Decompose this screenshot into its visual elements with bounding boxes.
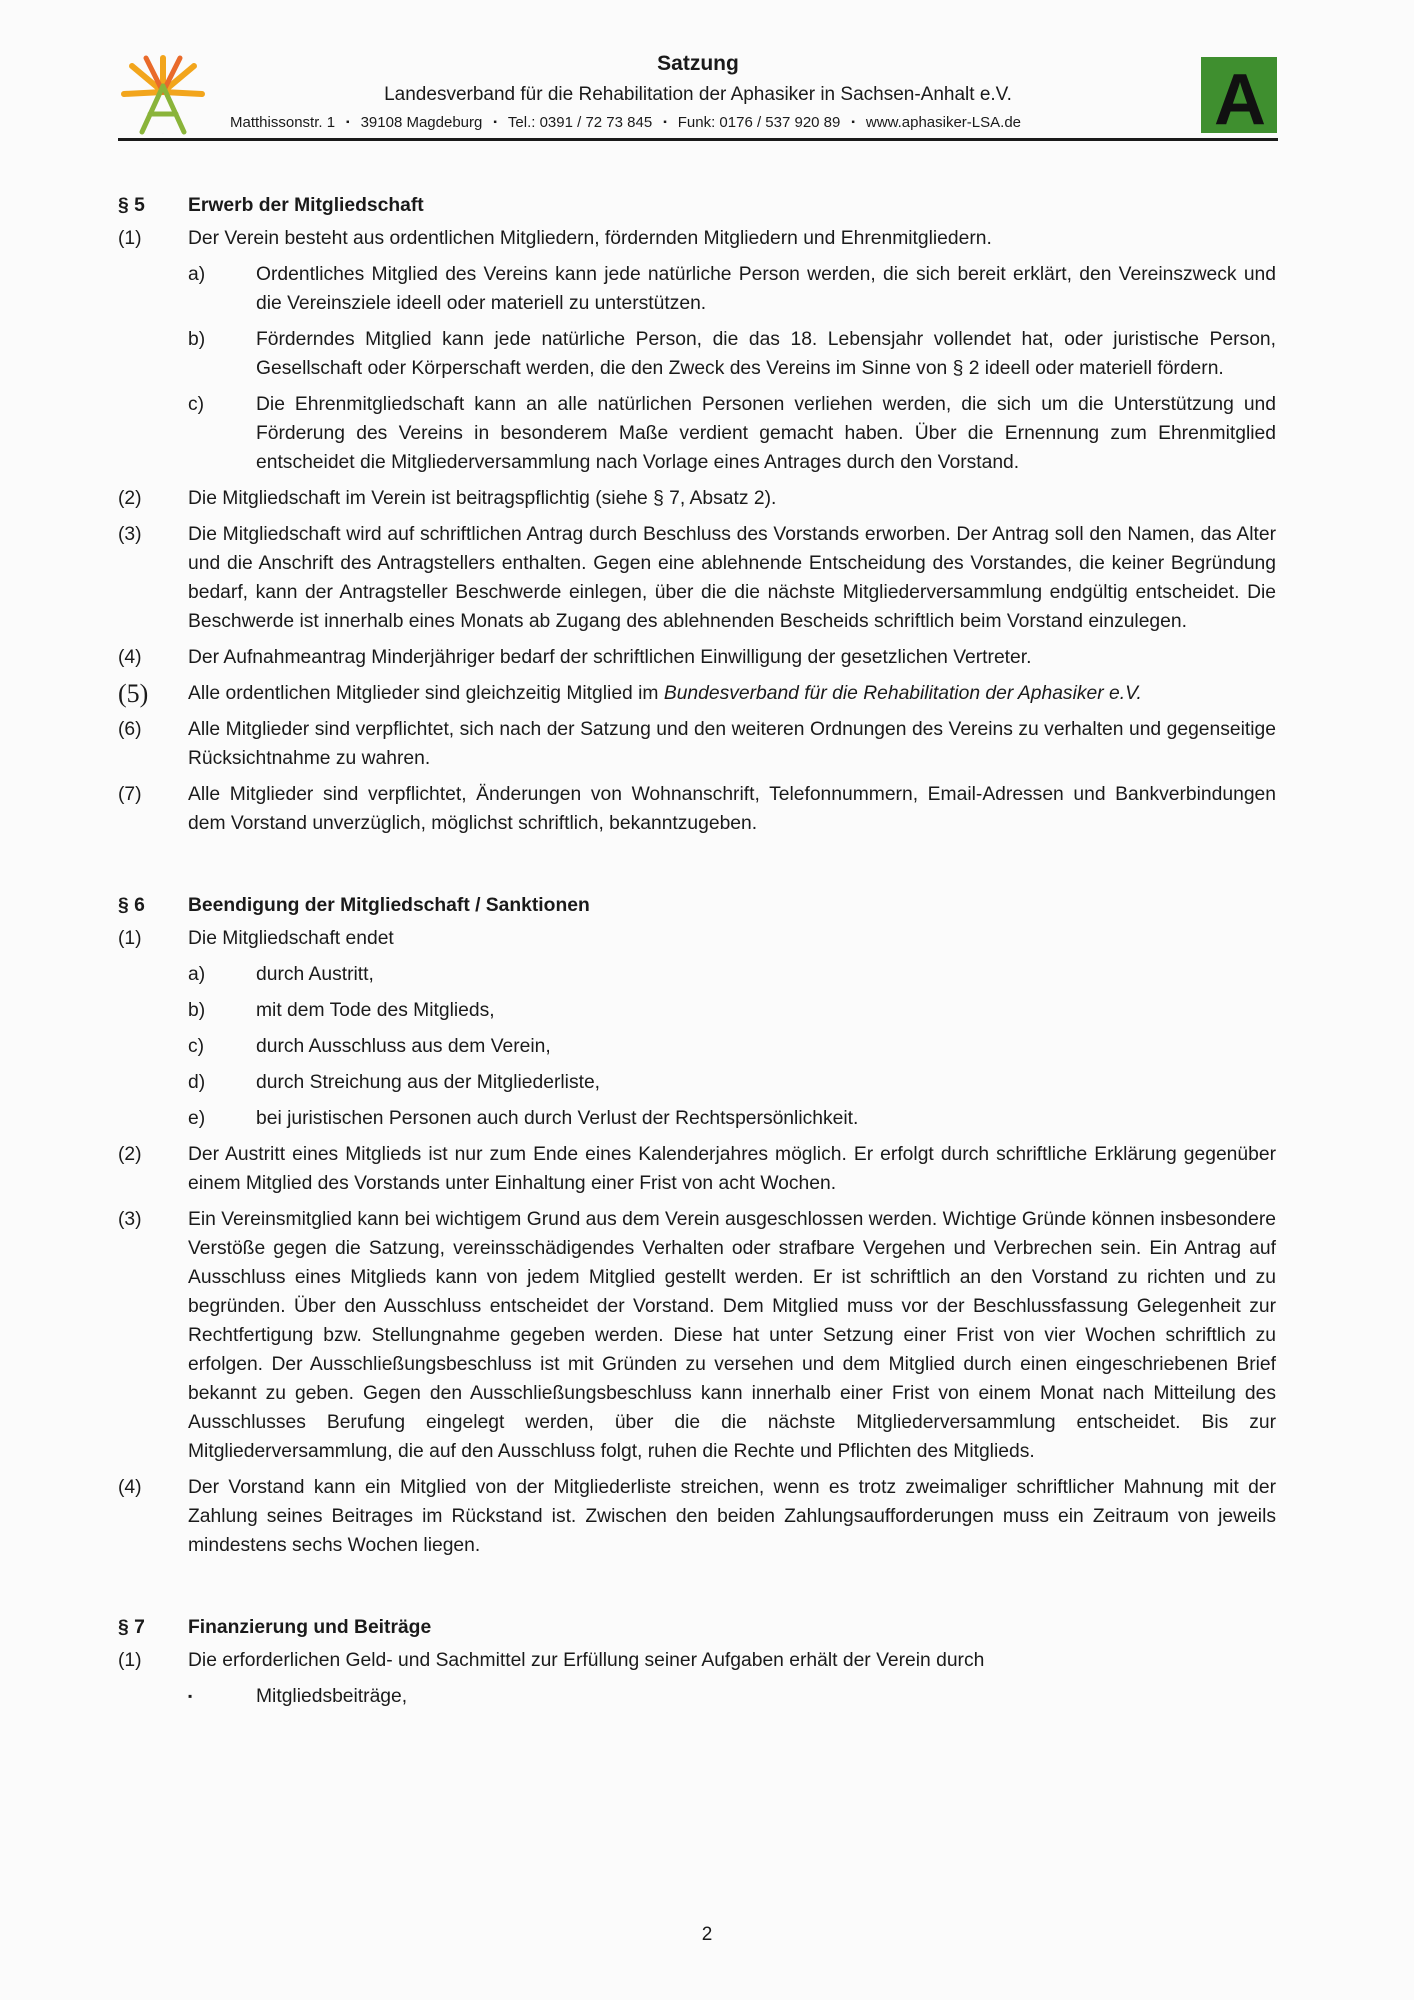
section-title: Erwerb der Mitgliedschaft (188, 195, 424, 216)
document-header (118, 52, 1278, 142)
section-spacer (118, 846, 1276, 888)
paragraph (118, 643, 1276, 672)
paragraph-number: (3) (118, 1209, 142, 1230)
paragraph (118, 924, 1276, 953)
item-label: c) (188, 394, 205, 415)
paragraph-number: (4) (118, 1477, 142, 1498)
sub-item (188, 1032, 1276, 1061)
sub-item (188, 260, 1276, 318)
paragraph (118, 1205, 1276, 1466)
contact-line (230, 114, 1021, 131)
paragraph-text: Die Mitgliedschaft im Verein ist beitragspflichtig (siehe § 7, Absatz 2). (188, 488, 777, 509)
document-body (118, 188, 1276, 1719)
city-address: 39108 Magdeburg (360, 114, 483, 131)
paragraph (118, 679, 1276, 708)
section-heading (118, 188, 1276, 224)
paragraph-text: Der Aufnahmeantrag Minderjähriger bedarf der schriftlichen Einwilligung der gesetzlichen Vertreter. (188, 647, 1032, 668)
sub-item (188, 1104, 1276, 1133)
section-spacer (118, 1568, 1276, 1610)
header-divider (118, 138, 1278, 141)
page-number: 2 (701, 1924, 713, 1945)
item-text: durch Ausschluss aus dem Verein, (256, 1036, 551, 1057)
section-7 (118, 1610, 1276, 1711)
paragraph-text: Ein Vereinsmitglied kann bei wichtigem Grund aus dem Verein ausgeschlossen werden. Wichtige Gründe können insbesondere Verstöße gegen die Satzung, vereinsschädigendes Verhalten oder strafbare Vergehen und Verbrechen sein. Ein Antrag auf Ausschluss eines Mitglieds kann von jedem Mitglied gestellt werden. Er ist schriftlich an den Vorstand zu richten und zu begründen. Über den Ausschluss entscheidet der Vorstand. Dem Mitglied muss vor der Beschlussfassung Gelegenheit zur Rechtfertigung bzw. Stellungnahme gegeben werden. Diese hat unter Setzung einer Frist von vier Wochen schriftlich zu erfolgen. Der Ausschließungsbeschluss ist mit Gründen zu versehen und dem Mitglied durch einen eingeschriebenen Brief bekannt zu geben. Gegen den Ausschließungsbeschluss kann innerhalb einer Frist von einem Monat nach Mitteilung des Ausschlusses Berufung eingelegt werden, über die die nächste Mitgliederversammlung entscheidet. Bis zur Mitgliederversammlung, die auf den Ausschluss folgt, ruhen die Rechte und Pflichten des Mitglieds. (188, 1209, 1276, 1462)
paragraph-number: (1) (118, 228, 142, 249)
section-title: Finanzierung und Beiträge (188, 1617, 432, 1638)
text-run: Alle ordentlichen Mitglieder sind gleichzeitig Mitglied im (188, 683, 664, 704)
item-text: Ordentliches Mitglied des Vereins kann jede natürliche Person werden, die sich bereit erklärt, den Vereinszweck und die Vereinsziele ideell oder materiell zu unterstützen. (256, 264, 1276, 314)
item-text: mit dem Tode des Mitglieds, (256, 1000, 495, 1021)
item-text: Die Ehrenmitgliedschaft kann an alle natürlichen Personen verliehen werden, die sich um die Unterstützung und Förderung des Vereins in besonderem Maße verdient gemacht haben. Über die Ernennung zum Ehrenmitglied entscheidet die Mitgliederversammlung nach Vorlage eines Antrages durch den Vorstand. (256, 394, 1276, 473)
paragraph (118, 1646, 1276, 1675)
paragraph (118, 484, 1276, 513)
section-heading (118, 888, 1276, 924)
paragraph (118, 780, 1276, 838)
separator-icon: ▪ (663, 117, 667, 128)
paragraph (118, 1473, 1276, 1560)
item-label: b) (188, 1000, 206, 1021)
section-6 (118, 888, 1276, 1560)
section-number: § 7 (118, 1617, 145, 1638)
paragraph-text: Die erforderlichen Geld- und Sachmittel zur Erfüllung seiner Aufgaben erhält der Verein durch (188, 1650, 985, 1671)
paragraph-number: (4) (118, 647, 142, 668)
separator-icon: ▪ (346, 117, 350, 128)
item-text: Förderndes Mitglied kann jede natürliche Person, die das 18. Lebensjahr vollendet hat, oder juristische Person, Gesellschaft oder Körperschaft werden, die den Zweck des Vereins im Sinne von § 2 ideell oder materiell fördern. (256, 329, 1276, 379)
item-text: Mitgliedsbeiträge, (256, 1686, 408, 1707)
paragraph-text: Der Vorstand kann ein Mitglied von der Mitgliederliste streichen, wenn es trotz zweimaliger schriftlicher Mahnung mit der Zahlung seines Beitrages im Rückstand ist. Zwischen den beiden Zahlungsaufforderungen muss ein Zeitraum von jeweils mindestens sechs Wochen liegen. (188, 1477, 1276, 1556)
paragraph-number: (5) (118, 679, 149, 708)
paragraph (118, 715, 1276, 773)
paragraph-text: Der Verein besteht aus ordentlichen Mitgliedern, fördernden Mitgliedern und Ehrenmitgliedern. (188, 228, 992, 249)
item-text: durch Austritt, (256, 964, 374, 985)
section-number: § 6 (118, 895, 145, 916)
item-label: e) (188, 1108, 206, 1129)
paragraph-text: Die Mitgliedschaft wird auf schriftlichen Antrag durch Beschluss des Vorstands erworben. Der Antrag soll den Namen, das Alter und die Anschrift des Antragstellers enthalten. Gegen eine ablehnende Entscheidung des Vorstandes, die keiner Begründung bedarf, kann der Antragsteller Beschwerde einlegen, über die die nächste Mitgliederversammlung endgültig entscheidet. Die Beschwerde ist innerhalb eines Monats ab Zugang des ablehnenden Bescheids schriftlich beim Vorstand einzulegen. (188, 524, 1276, 632)
paragraph-number: (7) (118, 784, 142, 805)
item-label: d) (188, 1072, 206, 1093)
green-a-logo-icon (1200, 56, 1278, 134)
paragraph (118, 224, 1276, 253)
item-text: bei juristischen Personen auch durch Verlust der Rechtspersönlichkeit. (256, 1108, 859, 1129)
sub-item (188, 960, 1276, 989)
paragraph-text: Alle Mitglieder sind verpflichtet, sich nach der Satzung und den weiteren Ordnungen des Vereins zu verhalten und gegenseitige Rücksichtnahme zu wahren. (188, 719, 1276, 769)
paragraph-text (188, 679, 1276, 708)
item-label: c) (188, 1036, 205, 1057)
bullet-item (188, 1682, 1276, 1711)
sub-item (188, 996, 1276, 1025)
item-label: a) (188, 964, 206, 985)
paragraph-number: (1) (118, 1650, 142, 1671)
street-address: Matthissonstr. 1 (230, 114, 336, 131)
sub-item (188, 1068, 1276, 1097)
sub-item (188, 325, 1276, 383)
item-label: a) (188, 264, 206, 285)
paragraph (118, 1140, 1276, 1198)
item-label: b) (188, 329, 206, 350)
paragraph-number: (2) (118, 1144, 142, 1165)
document-title: Satzung (657, 52, 739, 75)
svg-text:A: A (162, 134, 164, 135)
section-5 (118, 188, 1276, 838)
section-heading (118, 1610, 1276, 1646)
section-title: Beendigung der Mitgliedschaft / Sanktionen (188, 895, 590, 916)
paragraph-text: Der Austritt eines Mitglieds ist nur zum Ende eines Kalenderjahres möglich. Er erfolgt durch schriftliche Erklärung gegenüber einem Mitglied des Vorstands unter Einhaltung einer Frist von acht Wochen. (188, 1144, 1276, 1194)
section-number: § 5 (118, 195, 145, 216)
separator-icon: ▪ (851, 117, 855, 128)
paragraph-number: (6) (118, 719, 142, 740)
paragraph-text: Alle Mitglieder sind verpflichtet, Änderungen von Wohnanschrift, Telefonnummern, Email-Adressen und Bankverbindungen dem Vorstand unverzüglich, möglichst schriftlich, bekanntzugeben. (188, 784, 1276, 834)
paragraph (118, 520, 1276, 636)
paragraph-number: (1) (118, 928, 142, 949)
sub-item (188, 390, 1276, 477)
separator-icon: ▪ (493, 117, 497, 128)
item-text: durch Streichung aus der Mitgliederliste, (256, 1072, 601, 1093)
phone-number: Tel.: 0391 / 72 73 845 (507, 114, 653, 131)
website-url: www.aphasiker-LSA.de (865, 114, 1021, 131)
bullet-icon: ▪ (188, 1689, 193, 1703)
paragraph-number: (2) (118, 488, 142, 509)
federation-name: Bundesverband für die Rehabilitation der Aphasiker e.V. (663, 683, 1142, 704)
paragraph-text: Die Mitgliedschaft endet (188, 928, 394, 949)
organization-name: Landesverband für die Rehabilitation der Aphasiker in Sachsen-Anhalt e.V. (384, 84, 1012, 105)
mobile-number: Funk: 0176 / 537 920 89 (677, 114, 841, 131)
svg-text:A: A (1214, 60, 1266, 134)
paragraph-number: (3) (118, 524, 142, 545)
